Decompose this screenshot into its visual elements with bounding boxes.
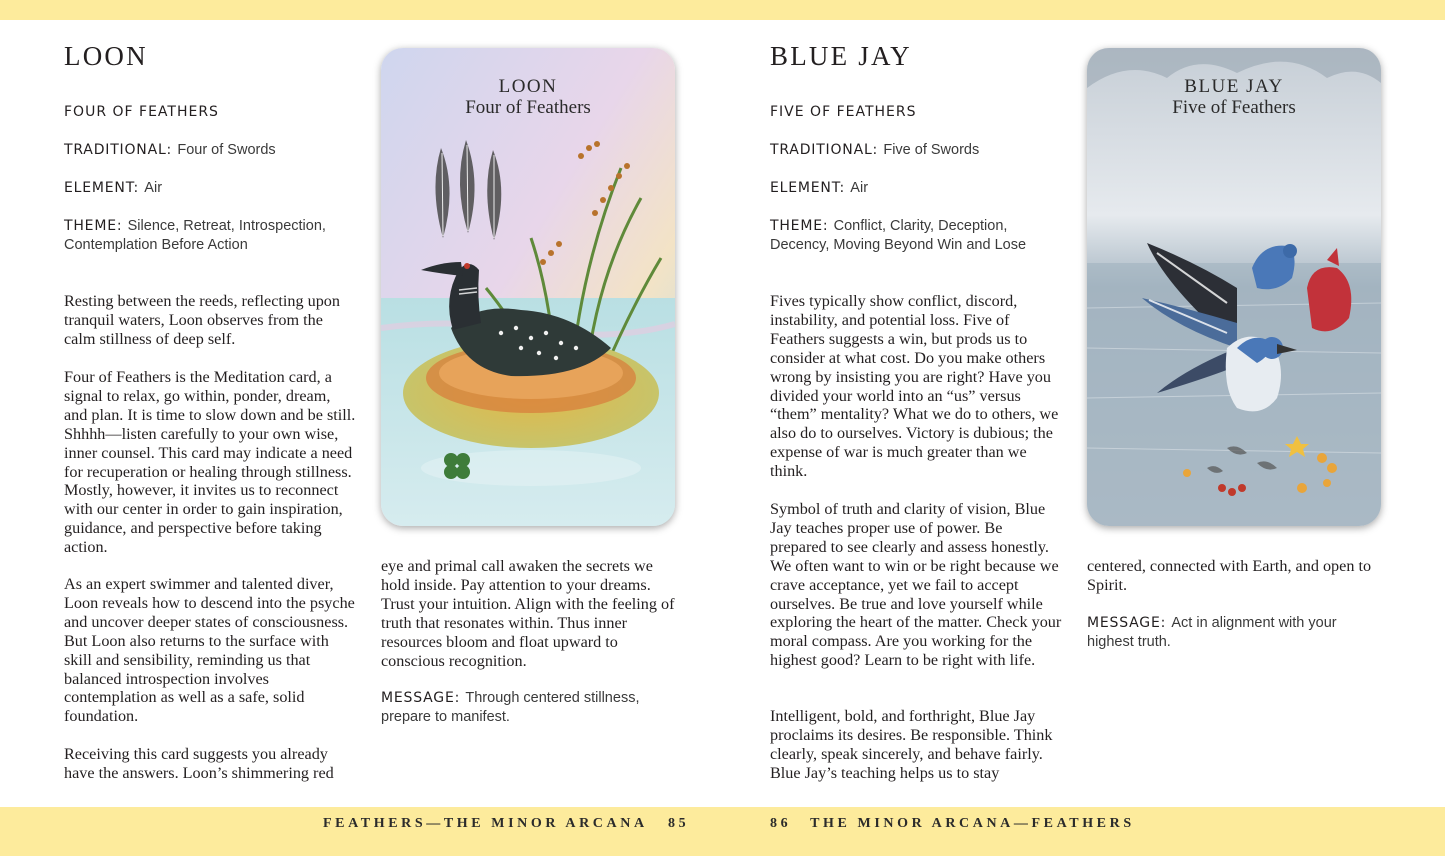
right-col2-paragraph: centered, connected with Earth, and open to Spirit. bbox=[1087, 557, 1372, 594]
element-value: Air bbox=[850, 180, 869, 196]
right-footer bbox=[770, 816, 1135, 832]
left-paragraph-2: Four of Feathers is the Meditation card, a signal to relax, go within, ponder, dream, and plan. It is time to slow down and be still. Shhhh—listen carefully to your own wise, inner counsel. This card may indicate a need for recuperation or healing through stillness. Mostly, however, it invites us to reconnect with our center in order to gain inspiration, guidance, and perspective before taking action. bbox=[64, 368, 356, 557]
left-paragraph-3: As an expert swimmer and talented diver, Loon reveals how to descend into the psyche and uncover deeper states of consciousness. But Loon also returns to the surface with skill and sensibility, reminding us that balanced introspection involves contemplation as well as a safe, solid foundation. bbox=[64, 575, 355, 726]
loon-card-title-line1: LOON bbox=[498, 76, 558, 97]
theme-value: Conflict, Clarity, Deception, Decency, Moving Beyond Win and Lose bbox=[770, 218, 1027, 253]
top-color-band bbox=[0, 0, 1445, 20]
right-page-number: 86 bbox=[770, 816, 792, 831]
left-paragraph-4: Receiving this card suggests you already have the answers. Loon’s shimmering red bbox=[64, 745, 334, 782]
left-page-number: 85 bbox=[668, 816, 690, 831]
right-element bbox=[770, 179, 1060, 198]
right-running-head: THE MINOR ARCANA—FEATHERS bbox=[810, 816, 1135, 831]
element-label: ELEMENT: bbox=[64, 180, 140, 196]
right-paragraph-2: Symbol of truth and clarity of vision, Blue Jay teaches proper use of power. Be prepared to see clearly and assess honestly. We often want to win or be right because we crave acceptance, yet we fail to accept ourselves. Be true and love yourself while exploring the heart of the matter. Check your moral compass. Are you working for the highest good? Learn to be right with life. bbox=[770, 500, 1062, 670]
right-traditional bbox=[770, 141, 1060, 160]
theme-value: Silence, Retreat, Introspection, Contemplation Before Action bbox=[64, 218, 326, 253]
right-paragraph-3: Intelligent, bold, and forthright, Blue Jay proclaims its desires. Be responsible. Think clearly, speak sincerely, and behave fairly. Blue Jay’s teaching helps us to stay bbox=[770, 707, 1053, 782]
traditional-value: Five of Swords bbox=[883, 142, 980, 158]
blue-jay-card-title-line1: BLUE JAY bbox=[1184, 76, 1284, 97]
message-value: Through centered stillness, prepare to manifest. bbox=[381, 690, 640, 725]
left-footer bbox=[323, 816, 689, 832]
loon-card-title-line2: Four of Feathers bbox=[465, 97, 591, 118]
loon-card-image bbox=[381, 48, 675, 526]
right-paragraph-1: Fives typically show conflict, discord, instability, and potential loss. Five of Feathers suggests a win, but prods us to consider at what cost. Do you make others wrong by insisting you are right? Have you divided your world into an “us” versus “them” mentality? What we do to others, we also do to ourselves. Victory is dubious; the expense of war is much greater than we think. bbox=[770, 292, 1059, 481]
blue-jay-card-title bbox=[1087, 76, 1381, 118]
traditional-label: TRADITIONAL: bbox=[770, 142, 879, 158]
left-theme bbox=[64, 217, 339, 255]
left-message bbox=[381, 689, 651, 727]
left-page-title: LOON bbox=[64, 41, 148, 71]
blue-jay-card-image bbox=[1087, 48, 1381, 526]
element-label: ELEMENT: bbox=[770, 180, 846, 196]
left-paragraph-1: Resting between the reeds, reflecting upon tranquil waters, Loon observes from the calm stillness of deep self. bbox=[64, 292, 340, 348]
message-label: MESSAGE: bbox=[381, 690, 461, 706]
theme-label: THEME: bbox=[770, 218, 829, 234]
right-card-subtitle: FIVE OF FEATHERS bbox=[770, 104, 917, 120]
loon-card-title bbox=[381, 76, 675, 118]
right-theme bbox=[770, 217, 1045, 255]
blue-jay-card-title-line2: Five of Feathers bbox=[1172, 97, 1296, 118]
bottom-color-band bbox=[0, 807, 1445, 856]
left-col2-paragraph: eye and primal call awaken the secrets we hold inside. Pay attention to your dreams. Trust your intuition. Align with the feeling of truth that resonates within. Thus inner resources bloom and float upward to conscious recognition. bbox=[381, 557, 675, 670]
left-running-head: FEATHERS—THE MINOR ARCANA bbox=[323, 816, 647, 831]
element-value: Air bbox=[144, 180, 163, 196]
theme-label: THEME: bbox=[64, 218, 123, 234]
left-card-subtitle: FOUR OF FEATHERS bbox=[64, 104, 219, 120]
traditional-label: TRADITIONAL: bbox=[64, 142, 173, 158]
blue-jay-card-illustration bbox=[1087, 48, 1381, 526]
traditional-value: Four of Swords bbox=[177, 142, 276, 158]
right-message bbox=[1087, 614, 1357, 652]
message-value: Act in alignment with your highest truth. bbox=[1087, 615, 1337, 650]
left-traditional bbox=[64, 141, 354, 160]
loon-card-illustration bbox=[381, 48, 675, 526]
left-element bbox=[64, 179, 354, 198]
right-page-title: BLUE JAY bbox=[770, 41, 912, 71]
message-label: MESSAGE: bbox=[1087, 615, 1167, 631]
